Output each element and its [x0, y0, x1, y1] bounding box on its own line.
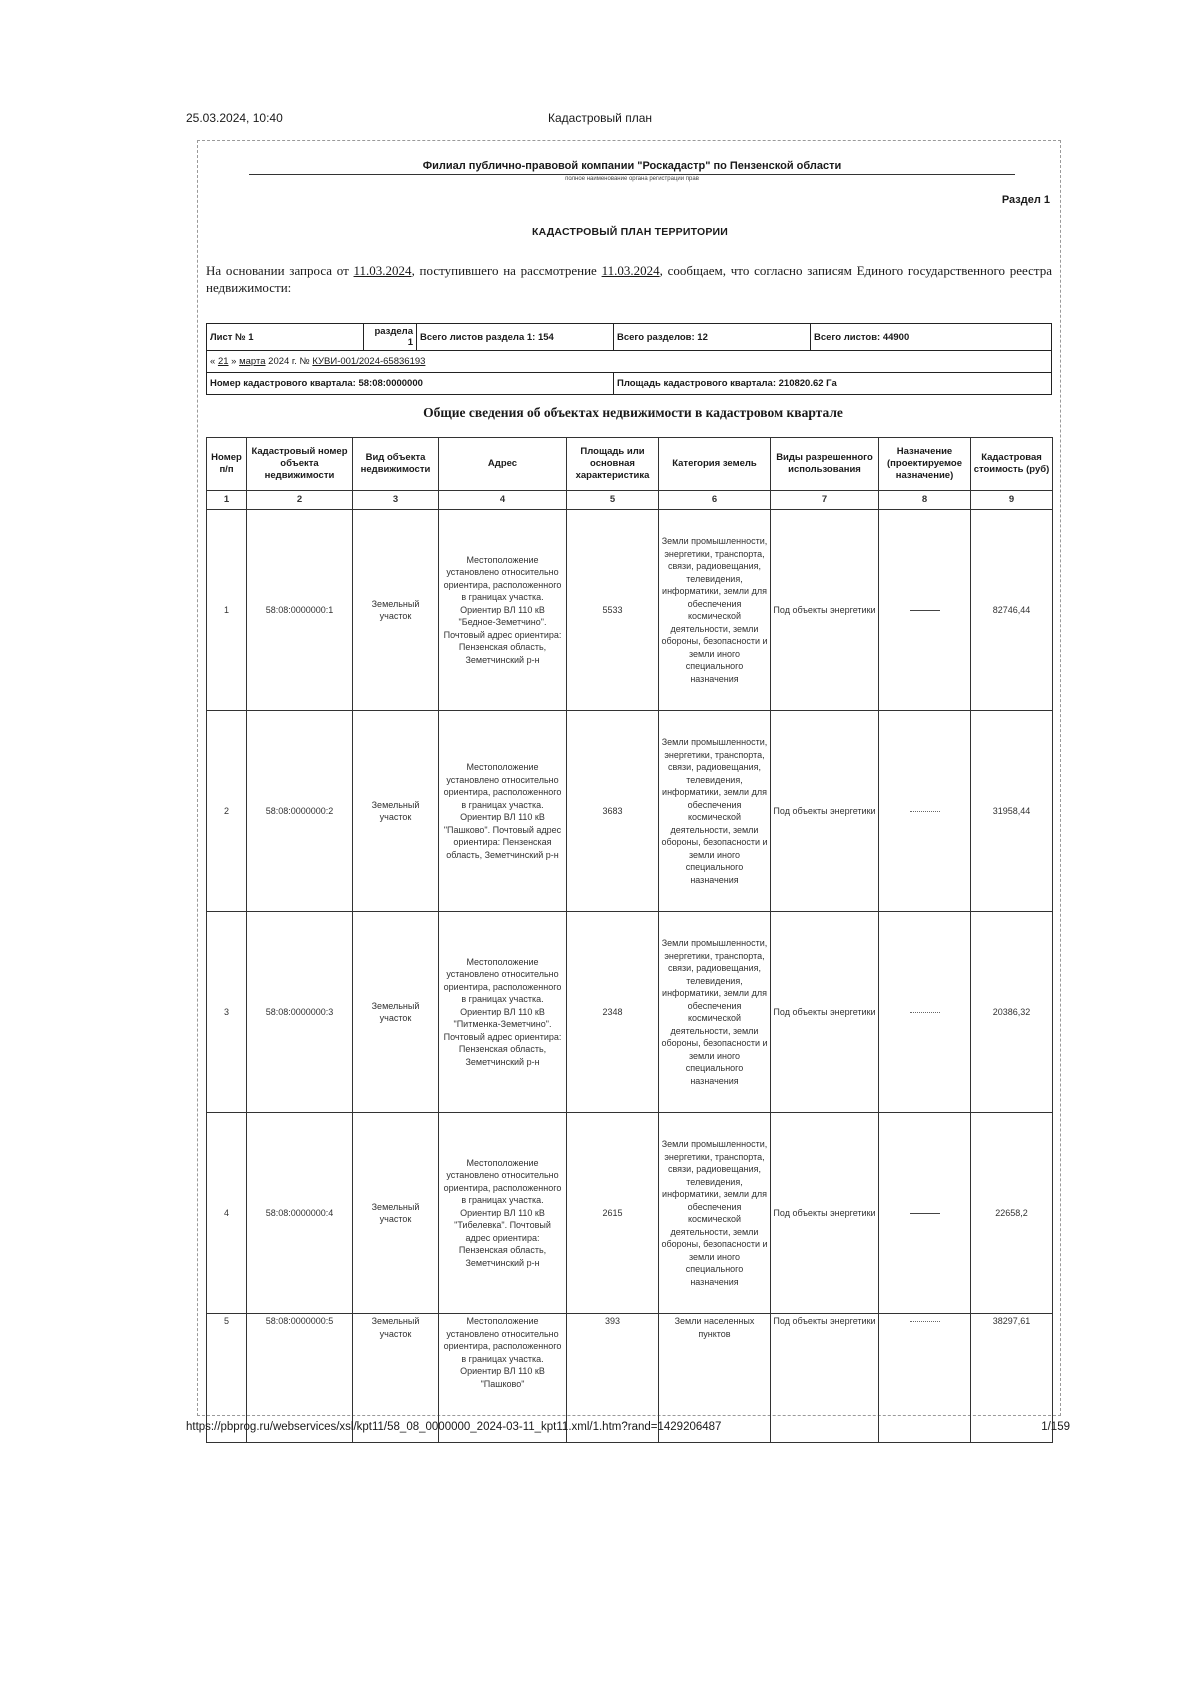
- row-permitted-use: Под объекты энергетики: [771, 1113, 879, 1314]
- organization-subtitle: полное наименование органа регистрации прав: [565, 176, 699, 182]
- request-date: 11.03.2024: [353, 263, 412, 278]
- row-cadastral-value: 38297,61: [971, 1314, 1053, 1443]
- intro-text-3: , сообщаем, что согласно записям Единого государственного реестра недвижимости:: [206, 263, 1053, 295]
- row-number: 1: [207, 510, 247, 711]
- row-number: 3: [207, 912, 247, 1113]
- intro-paragraph: [206, 262, 1052, 296]
- row-cadastral-value: 31958,44: [971, 711, 1053, 912]
- row-address: Местоположение установлено относительно ориентира, расположенного в границах участка. Ориентир ВЛ 110 кВ "Пашково". Почтовый адрес ориентира: Пензенская область, Земетчинский р-н: [439, 711, 567, 912]
- print-datetime: 25.03.2024, 10:40: [186, 111, 283, 125]
- col-header-type: Вид объекта недвижимости: [353, 438, 439, 491]
- col-number: 9: [971, 491, 1053, 510]
- row-object-type: Земельный участок: [353, 1113, 439, 1314]
- total-sections: Всего разделов: 12: [614, 324, 811, 351]
- row-address: Местоположение установлено относительно ориентира, расположенного в границах участка. Ориентир ВЛ 110 кВ "Пашково": [439, 1314, 567, 1443]
- row-number: 5: [207, 1314, 247, 1443]
- row-number: 4: [207, 1113, 247, 1314]
- row-purpose: [879, 1314, 971, 1443]
- organization-name: Филиал публично-правовой компании "Роскадастр" по Пензенской области: [249, 160, 1015, 175]
- req-number: КУВИ-001/2024-65836193: [312, 356, 426, 367]
- row-cadastral-value: 20386,32: [971, 912, 1053, 1113]
- row-cadastral-value: 22658,2: [971, 1113, 1053, 1314]
- row-cadastral-number: 58:08:0000000:5: [247, 1314, 353, 1443]
- req-month: марта: [239, 356, 266, 367]
- col-header-value: Кадастровая стоимость (руб): [971, 438, 1053, 491]
- intro-text-2: , поступившего на рассмотрение: [411, 263, 597, 278]
- table-row: [207, 510, 1053, 711]
- row-object-type: Земельный участок: [353, 1314, 439, 1443]
- section-label: Раздел 1: [1001, 194, 1050, 206]
- col-header-cadastral: Кадастровый номер объекта недвижимости: [247, 438, 353, 491]
- row-land-category: Земли промышленности, энергетики, транспорта, связи, радиовещания, телевидения, информатики, земли для обеспечения космической деятельности, земли обороны, безопасности и земли иного специального назначения: [659, 711, 771, 912]
- request-reference: [207, 351, 1052, 373]
- col-number: 6: [659, 491, 771, 510]
- row-cadastral-number: 58:08:0000000:4: [247, 1113, 353, 1314]
- row-permitted-use: Под объекты энергетики: [771, 912, 879, 1113]
- intro-text-1: На основании запроса от: [206, 263, 349, 278]
- col-number: 3: [353, 491, 439, 510]
- total-sheets: Всего листов: 44900: [811, 324, 1052, 351]
- row-object-type: Земельный участок: [353, 510, 439, 711]
- table-row: [207, 1113, 1053, 1314]
- footer-page-number: 1/159: [1041, 1421, 1070, 1433]
- row-area: 2615: [567, 1113, 659, 1314]
- col-number: 1: [207, 491, 247, 510]
- print-title: Кадастровый план: [547, 111, 653, 125]
- col-header-num: Номер п/п: [207, 438, 247, 491]
- row-address: Местоположение установлено относительно ориентира, расположенного в границах участка. Ориентир ВЛ 110 кВ "Питменка-Земетчино". Почтовый адрес ориентира: Пензенская область, Земетчинский р-н: [439, 912, 567, 1113]
- col-number: 7: [771, 491, 879, 510]
- row-object-type: Земельный участок: [353, 711, 439, 912]
- row-address: Местоположение установлено относительно ориентира, расположенного в границах участка. Ориентир ВЛ 110 кВ "Тибелевка". Почтовый адрес ориентира: Пензенская область, Земетчинский р-н: [439, 1113, 567, 1314]
- quarter-area: Площадь кадастрового квартала: 210820.62 Га: [614, 373, 1052, 395]
- row-area: 2348: [567, 912, 659, 1113]
- row-purpose: [879, 912, 971, 1113]
- col-header-use: Виды разрешенного использования: [771, 438, 879, 491]
- col-header-address: Адрес: [439, 438, 567, 491]
- table-row: [207, 912, 1053, 1113]
- col-header-area: Площадь или основная характеристика: [567, 438, 659, 491]
- row-cadastral-value: 82746,44: [971, 510, 1053, 711]
- col-header-purpose: Назначение (проектируемое назначение): [879, 438, 971, 491]
- row-permitted-use: Под объекты энергетики: [771, 1314, 879, 1443]
- row-permitted-use: Под объекты энергетики: [771, 510, 879, 711]
- row-land-category: Земли промышленности, энергетики, транспорта, связи, радиовещания, телевидения, информатики, земли для обеспечения космической деятельности, земли обороны, безопасности и земли иного специального назначения: [659, 912, 771, 1113]
- sheet-section: раздела 1: [364, 324, 417, 351]
- quarter-number: Номер кадастрового квартала: 58:08:0000000: [207, 373, 614, 395]
- received-date: 11.03.2024: [601, 263, 660, 278]
- row-purpose: [879, 510, 971, 711]
- empty-dash: [910, 1012, 940, 1013]
- req-day: 21: [217, 356, 229, 367]
- row-cadastral-number: 58:08:0000000:1: [247, 510, 353, 711]
- row-address: Местоположение установлено относительно ориентира, расположенного в границах участка. Ориентир ВЛ 110 кВ "Бедное-Земетчино". Почтовый адрес ориентира: Пензенская область, Земетчинский р-н: [439, 510, 567, 711]
- sheet-info-table: [206, 323, 1052, 395]
- col-number: 4: [439, 491, 567, 510]
- row-permitted-use: Под объекты энергетики: [771, 711, 879, 912]
- plan-title: КАДАСТРОВЫЙ ПЛАН ТЕРРИТОРИИ: [531, 226, 729, 238]
- empty-dash: [910, 1213, 940, 1214]
- row-object-type: Земельный участок: [353, 912, 439, 1113]
- row-area: 393: [567, 1314, 659, 1443]
- header-row: [207, 438, 1053, 491]
- row-area: 3683: [567, 711, 659, 912]
- row-cadastral-number: 58:08:0000000:2: [247, 711, 353, 912]
- col-number: 5: [567, 491, 659, 510]
- row-land-category: Земли населенных пунктов: [659, 1314, 771, 1443]
- req-quote-close: »: [231, 356, 237, 367]
- req-year: 2024 г. №: [268, 356, 310, 367]
- sheet-number: Лист № 1: [207, 324, 364, 351]
- col-number: 8: [879, 491, 971, 510]
- row-purpose: [879, 711, 971, 912]
- sheets-in-section: Всего листов раздела 1: 154: [417, 324, 614, 351]
- column-number-row: [207, 491, 1053, 510]
- table-row: [207, 711, 1053, 912]
- table-title: Общие сведения об объектах недвижимости в кадастровом квартале: [423, 405, 843, 420]
- empty-dash: [910, 1321, 940, 1322]
- empty-dash: [910, 610, 940, 611]
- col-number: 2: [247, 491, 353, 510]
- empty-dash: [910, 811, 940, 812]
- row-land-category: Земли промышленности, энергетики, транспорта, связи, радиовещания, телевидения, информатики, земли для обеспечения космической деятельности, земли обороны, безопасности и земли иного специального назначения: [659, 510, 771, 711]
- row-area: 5533: [567, 510, 659, 711]
- row-cadastral-number: 58:08:0000000:3: [247, 912, 353, 1113]
- row-purpose: [879, 1113, 971, 1314]
- col-header-category: Категория земель: [659, 438, 771, 491]
- row-number: 2: [207, 711, 247, 912]
- objects-table: [206, 437, 1053, 1443]
- row-land-category: Земли промышленности, энергетики, транспорта, связи, радиовещания, телевидения, информатики, земли для обеспечения космической деятельности, земли обороны, безопасности и земли иного специального назначения: [659, 1113, 771, 1314]
- req-quote-open: «: [210, 356, 216, 367]
- footer-url: https://pbprog.ru/webservices/xsl/kpt11/58_08_0000000_2024-03-11_kpt11.xml/1.htm?rand=1429206487: [186, 1421, 722, 1433]
